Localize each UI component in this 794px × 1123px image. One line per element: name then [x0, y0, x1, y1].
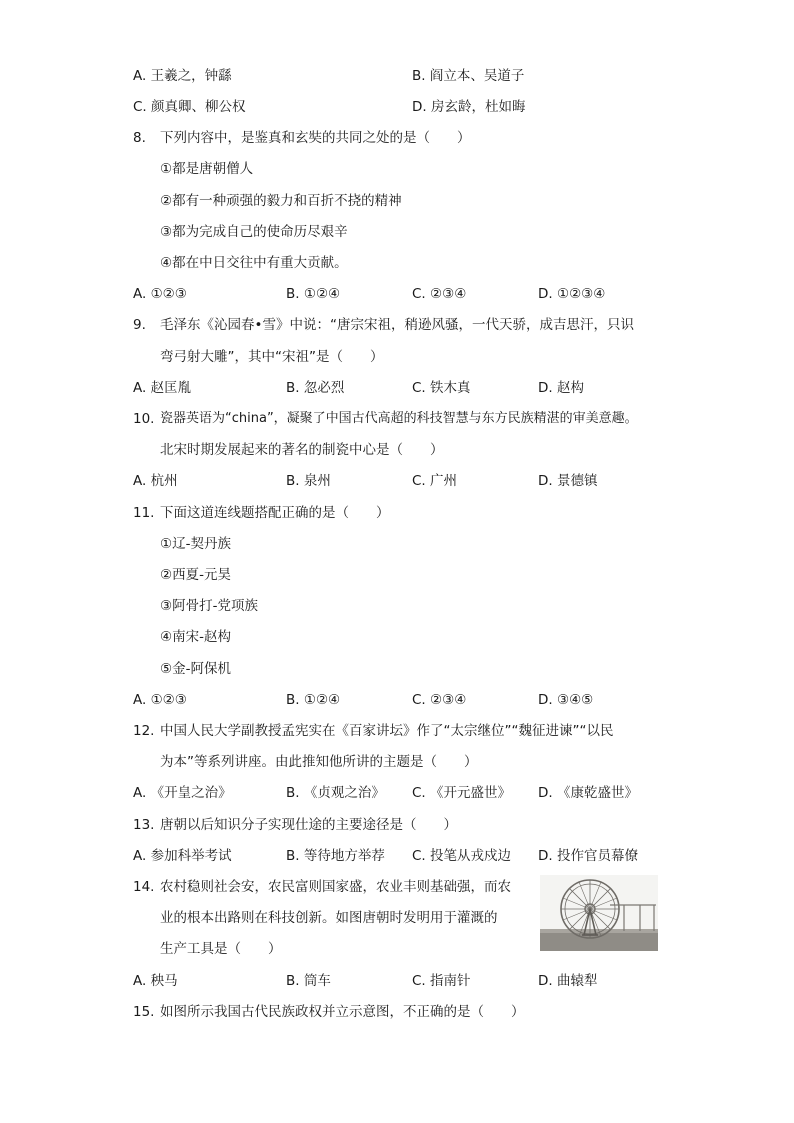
q12-option-c: C. 《开元盛世》: [412, 785, 512, 801]
q8-item-3: ③都为完成自己的使命历尽艰辛: [160, 224, 348, 240]
q8-item-2: ②都有一种顽强的毅力和百折不挠的精神: [160, 193, 402, 209]
q8-option-d: D. ①②③④: [538, 286, 606, 302]
q14-option-c: C. 指南针: [412, 973, 471, 989]
q7-option-d: D. 房玄龄，杜如晦: [412, 99, 526, 115]
q14-stem-line2: 业的根本出路则在科技创新。如图唐朝时发明用于灌溉的: [160, 910, 498, 926]
q8-option-b: B. ①②④: [286, 286, 341, 302]
figure-ground: [540, 931, 658, 951]
q8-number: 8.: [133, 130, 146, 146]
q11-item-1: ①辽-契丹族: [160, 536, 231, 552]
q13-option-a: A. 参加科举考试: [133, 848, 232, 864]
q12-stem-line1: 中国人民大学副教授孟宪实在《百家讲坛》作了“太宗继位”“魏征进谏”“以民: [160, 723, 614, 739]
q11-option-d: D. ③④⑤: [538, 692, 594, 708]
q14-number: 14.: [133, 879, 155, 895]
q8-option-c: C. ②③④: [412, 286, 467, 302]
q8-item-4: ④都在中日交往中有重大贡献。: [160, 255, 348, 271]
q8-option-a: A. ①②③: [133, 286, 187, 302]
q11-item-3: ③阿骨打-党项族: [160, 598, 258, 614]
q11-option-a: A. ①②③: [133, 692, 187, 708]
water-wheel-figure: [540, 875, 658, 951]
q10-option-c: C. 广州: [412, 473, 458, 489]
q14-stem-line3: 生产工具是（ ）: [160, 941, 282, 957]
q10-stem-line2: 北宋时期发展起来的著名的制瓷中心是（ ）: [160, 442, 444, 458]
q10-stem-line1: 瓷器英语为“china”，凝聚了中国古代高超的科技智慧与东方民族精湛的审美意趣。: [160, 411, 638, 426]
q15-stem: 如图所示我国古代民族政权并立示意图，不正确的是（ ）: [160, 1004, 525, 1020]
q12-stem-line2: 为本”等系列讲座。由此推知他所讲的主题是（ ）: [160, 754, 478, 770]
q14-stem-line1: 农村稳则社会安，农民富则国家盛，农业丰则基础强，而农: [160, 879, 511, 895]
q13-number: 13.: [133, 817, 155, 833]
q15-number: 15.: [133, 1004, 155, 1020]
q8-item-1: ①都是唐朝僧人: [160, 161, 254, 177]
q10-option-a: A. 杭州: [133, 473, 178, 489]
q10-number: 10.: [133, 411, 155, 427]
q13-option-b: B. 等待地方举荐: [286, 848, 385, 864]
q12-option-b: B. 《贞观之治》: [286, 785, 385, 801]
q9-stem-line2: 弯弓射大雕”，其中“宋祖”是（ ）: [160, 349, 384, 365]
q7-option-c: C. 颜真卿、柳公权: [133, 99, 246, 115]
q8-stem: 下列内容中，是鉴真和玄奘的共同之处的是（ ）: [160, 130, 471, 146]
q11-stem: 下面这道连线题搭配正确的是（ ）: [160, 505, 390, 521]
q14-option-d: D. 曲辕犁: [538, 973, 598, 989]
q13-option-c: C. 投笔从戎戍边: [412, 848, 512, 864]
q12-option-d: D. 《康乾盛世》: [538, 785, 638, 801]
q14-option-b: B. 筒车: [286, 973, 331, 989]
q10-option-d: D. 景德镇: [538, 473, 598, 489]
q12-number: 12.: [133, 723, 155, 739]
q9-stem-line1: 毛泽东《沁园春•雪》中说：“唐宗宋祖，稍逊风骚，一代天骄，成吉思汗，只识: [160, 317, 634, 333]
q11-option-b: B. ①②④: [286, 692, 341, 708]
q13-stem: 唐朝以后知识分子实现仕途的主要途径是（ ）: [160, 817, 457, 833]
q11-item-2: ②西夏-元昊: [160, 567, 231, 583]
q11-option-c: C. ②③④: [412, 692, 467, 708]
q9-option-c: C. 铁木真: [412, 380, 471, 396]
q9-number: 9.: [133, 317, 146, 333]
q7-option-a: A. 王羲之，钟繇: [133, 68, 232, 84]
q9-option-a: A. 赵匡胤: [133, 380, 192, 396]
q11-item-5: ⑤金-阿保机: [160, 661, 231, 677]
q7-option-b: B. 阎立本、吴道子: [412, 68, 525, 84]
q9-option-d: D. 赵构: [538, 380, 584, 396]
q14-option-a: A. 秧马: [133, 973, 178, 989]
q11-item-4: ④南宋-赵构: [160, 629, 231, 645]
q10-option-b: B. 泉州: [286, 473, 331, 489]
q11-number: 11.: [133, 505, 155, 521]
q13-option-d: D. 投作官员幕僚: [538, 848, 638, 864]
q9-option-b: B. 忽必烈: [286, 380, 345, 396]
q12-option-a: A. 《开皇之治》: [133, 785, 232, 801]
